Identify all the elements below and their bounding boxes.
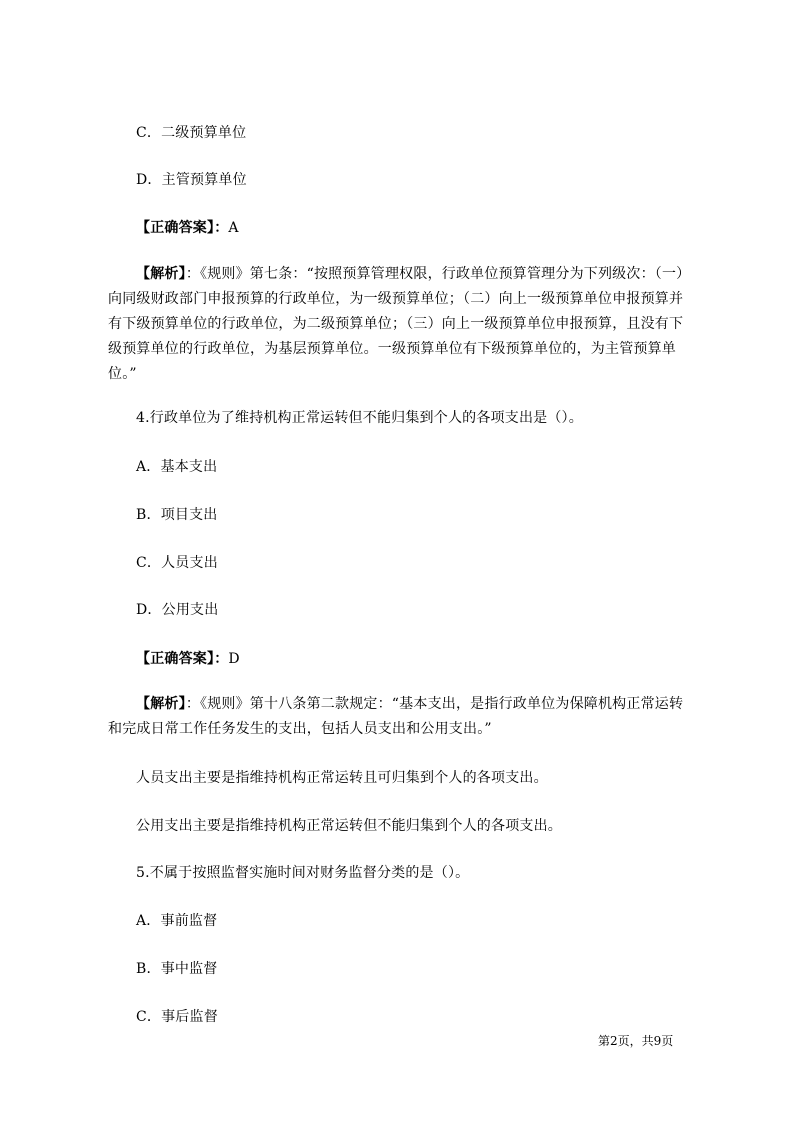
q3-answer bbox=[136, 220, 239, 236]
q4-option-b: B．项目支出 bbox=[136, 507, 218, 523]
analysis-text: ：《规则》第十八条第二款规定：“基本支出，是指行政单位为保障机构正常运转和完成日常工作任务发生的支出，包括人员支出和公用支出。” bbox=[108, 696, 684, 737]
q3-option-d: D．主管预算单位 bbox=[136, 172, 247, 188]
answer-value: D bbox=[228, 651, 240, 667]
q5-option-b: B．事中监督 bbox=[136, 961, 218, 977]
q3-analysis bbox=[108, 262, 686, 387]
q4-option-c: C．人员支出 bbox=[136, 555, 218, 571]
analysis-text: ：《规则》第七条：“按照预算管理权限，行政单位预算管理分为下列级次：（一）向同级财政部门申报预算的行政单位，为一级预算单位；（二）向上一级预算单位申报预算并有下级预算单位的行政单位，为二级预算单位；（三）向上一级预算单位申报预算，且没有下级预算单位的行政单位，为基层预算单位。一级预算单位有下级预算单位的，为主管预算单位。” bbox=[108, 266, 684, 382]
q5-question: 5.不属于按照监督实施时间对财务监督分类的是（）。 bbox=[136, 865, 470, 881]
analysis-label: 【解析】 bbox=[136, 266, 186, 282]
q4-note-public: 公用支出主要是指维持机构正常运转但不能归集到个人的各项支出。 bbox=[136, 818, 562, 834]
answer-label: 【正确答案】： bbox=[136, 651, 229, 667]
q4-option-d: D．公用支出 bbox=[136, 602, 219, 618]
q4-note-personnel: 人员支出主要是指维持机构正常运转且可归集到个人的各项支出。 bbox=[136, 770, 548, 786]
analysis-label: 【解析】 bbox=[136, 696, 186, 712]
answer-label: 【正确答案】： bbox=[136, 220, 229, 236]
q4-option-a: A．基本支出 bbox=[136, 459, 218, 475]
q4-analysis bbox=[108, 692, 686, 742]
q4-answer bbox=[136, 651, 240, 667]
answer-value: A bbox=[228, 220, 239, 236]
q5-option-c: C．事后监督 bbox=[136, 1009, 218, 1025]
page-number: 第2页，共9页 bbox=[598, 1034, 674, 1048]
q4-question: 4.行政单位为了维持机构正常运转但不能归集到个人的各项支出是（）。 bbox=[136, 410, 583, 426]
q3-option-c: C．二级预算单位 bbox=[136, 125, 247, 141]
q5-option-a: A．事前监督 bbox=[136, 913, 218, 929]
